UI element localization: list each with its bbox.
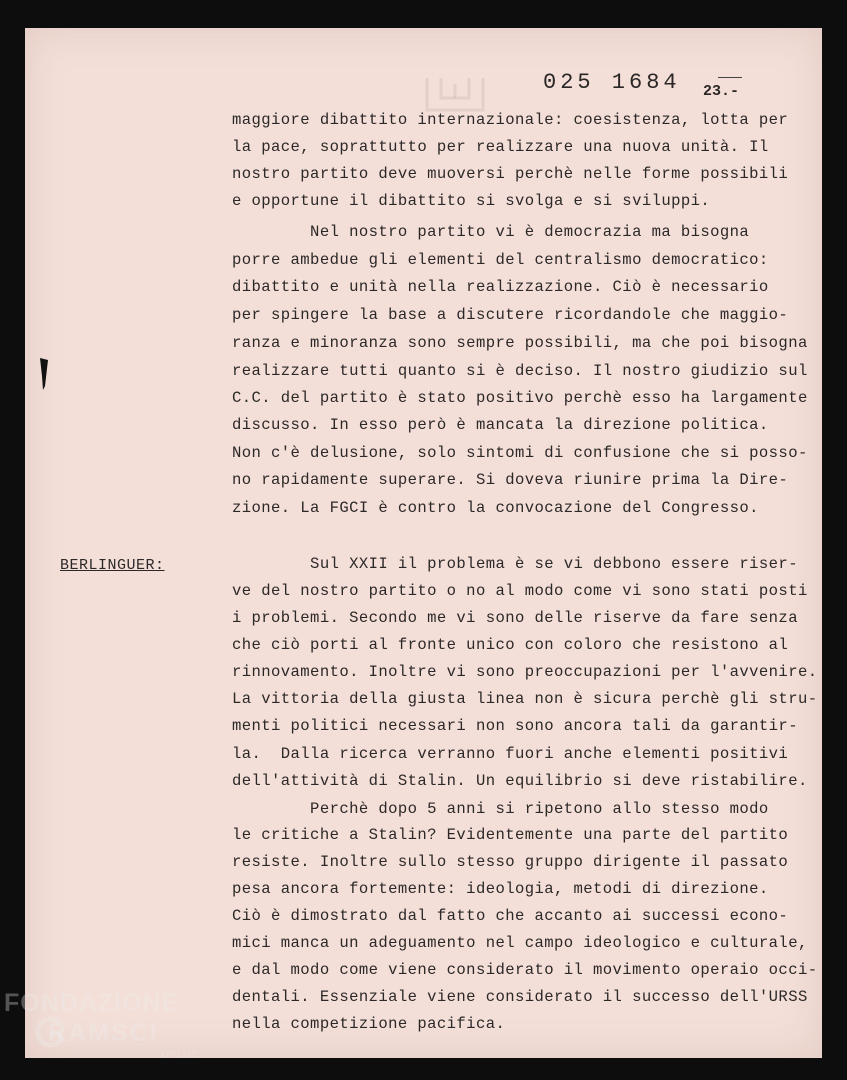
text-line: nostro partito deve muoversi perchè nelle forme possibili: [232, 165, 789, 183]
fondazione-gramsci-watermark: [4, 985, 224, 1075]
watermark-line1: FONDAZIONE: [4, 989, 180, 1017]
text-line: menti politici necessari non sono ancora tali da garantir-: [232, 717, 798, 735]
text-line: Perchè dopo 5 anni si ripetono allo stesso modo: [232, 800, 769, 818]
text-line: pesa ancora fortemente: ideologia, metodi di direzione.: [232, 880, 769, 898]
text-line: La vittoria della giusta linea non è sicura perchè gli stru-: [232, 690, 818, 708]
text-line: la. Dalla ricerca verranno fuori anche elementi positivi: [232, 745, 789, 763]
text-line: nella competizione pacifica.: [232, 1015, 506, 1033]
margin-mark-icon: [39, 356, 49, 392]
text-line: Non c'è delusione, solo sintomi di confusione che si posso-: [232, 444, 808, 462]
text-line: rinnovamento. Inoltre vi sono preoccupazioni per l'avvenire.: [232, 663, 818, 681]
page-number: 23.-: [703, 83, 740, 100]
archive-number: 025 1684: [543, 70, 681, 95]
text-line: mici manca un adeguamento nel campo ideologico e culturale,: [232, 934, 808, 952]
text-line: ranza e minoranza sono sempre possibili, ma che poi bisogna: [232, 334, 808, 352]
text-line: che ciò porti al fronte unico con coloro che resistono al: [232, 636, 789, 654]
watermark-line2: RAMSCI: [48, 1019, 159, 1047]
text-line: maggiore dibattito internazionale: coesistenza, lotta per: [232, 111, 789, 129]
text-line: le critiche a Stalin? Evidentemente una parte del partito: [232, 826, 789, 844]
text-line: e dal modo come viene considerato il movimento operaio occi-: [232, 961, 818, 979]
text-line: porre ambedue gli elementi del centralismo democratico:: [232, 251, 769, 269]
text-line: Sul XXII il problema è se vi debbono essere riser-: [232, 555, 798, 573]
speaker-label: BERLINGUER:: [60, 557, 165, 574]
watermark-line3: ONLUS: [162, 1049, 199, 1059]
text-line: Ciò è dimostrato dal fatto che accanto ai successi econo-: [232, 907, 789, 925]
text-line: zione. La FGCI è contro la convocazione del Congresso.: [232, 499, 759, 517]
text-line: Nel nostro partito vi è democrazia ma bisogna: [232, 223, 750, 241]
text-line: per spingere la base a discutere ricordandole che maggio-: [232, 306, 789, 324]
text-line: realizzare tutti quanto si è deciso. Il nostro giudizio sul: [232, 362, 808, 380]
text-line: la pace, soprattutto per realizzare una nuova unità. Il: [232, 138, 769, 156]
text-line: resiste. Inoltre sullo stesso gruppo dirigente il passato: [232, 853, 789, 871]
text-line: C.C. del partito è stato positivo perchè esso ha largamente: [232, 389, 808, 407]
text-line: dell'attività di Stalin. Un equilibrio si deve ristabilire.: [232, 772, 808, 790]
text-line: no rapidamente superare. Si doveva riunire prima la Dire-: [232, 471, 789, 489]
text-line: dibattito e unità nella realizzazione. Ciò è necessario: [232, 278, 769, 296]
text-line: e opportune il dibattito si svolga e si sviluppi.: [232, 192, 711, 210]
text-line: dentali. Essenziale viene considerato il successo dell'URSS: [232, 988, 808, 1006]
text-line: i problemi. Secondo me vi sono delle riserve da fare senza: [232, 609, 798, 627]
text-line: ve del nostro partito o no al modo come vi sono stati posti: [232, 582, 808, 600]
text-line: discusso. In esso però è mancata la direzione politica.: [232, 416, 769, 434]
page-number-rule: [718, 77, 742, 78]
